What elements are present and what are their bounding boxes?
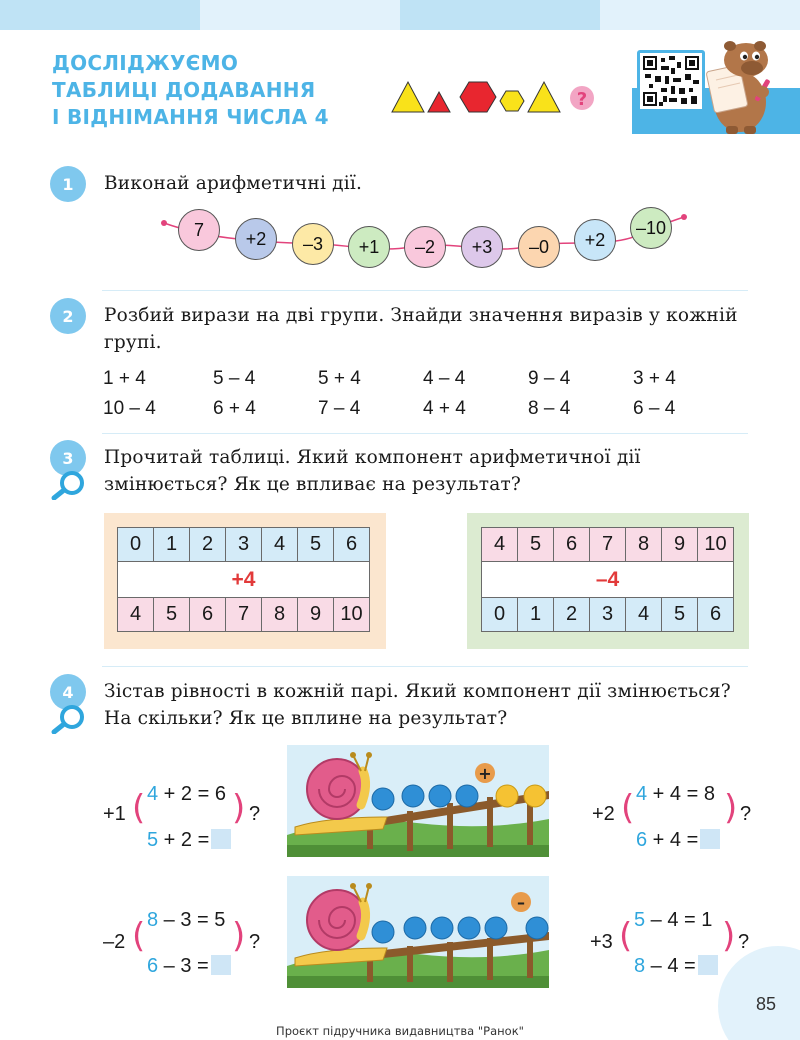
- table-cell: 2: [190, 528, 226, 562]
- table-cell: 1: [154, 528, 190, 562]
- task-3-text: Прочитай таблиці. Який компонент арифметичної дії змінюється? Як це впливає на результат?: [104, 447, 641, 495]
- changed-number: 6: [636, 829, 648, 851]
- question-mark: ?: [249, 931, 261, 953]
- table-operation-row: [482, 562, 734, 598]
- equation-second: [147, 829, 231, 852]
- task-number-badge: 2: [50, 298, 86, 334]
- changed-number: 5: [634, 909, 646, 931]
- table-cell: 5: [662, 598, 698, 632]
- table-row: [118, 598, 370, 632]
- expression: 4 – 4: [423, 368, 466, 389]
- table-cell: 10: [334, 598, 370, 632]
- bead: –2: [404, 226, 446, 268]
- expressions-row: [103, 398, 703, 428]
- right-bracket: ): [722, 916, 736, 956]
- yellow-triangle-icon: [392, 82, 424, 112]
- separator: [102, 290, 748, 291]
- table-cell: 6: [190, 598, 226, 632]
- top-color-strip: [0, 0, 800, 30]
- separator: [102, 666, 748, 667]
- table-cell: 5: [154, 598, 190, 632]
- answer-box[interactable]: [700, 829, 720, 849]
- table-cell: 8: [262, 598, 298, 632]
- expressions-grid: [103, 368, 703, 428]
- red-triangle-icon: [428, 92, 450, 112]
- task-1: [50, 166, 750, 206]
- task-4: [50, 674, 750, 746]
- table-cell: 2: [554, 598, 590, 632]
- changed-number: 5: [147, 829, 159, 851]
- expressions-row: [103, 368, 703, 398]
- bead: +3: [461, 226, 503, 268]
- expression: 7 – 4: [318, 398, 361, 419]
- question-mark: ?: [738, 931, 750, 953]
- equation-rest: + 4 =: [647, 829, 699, 851]
- table-operation: –4: [482, 562, 734, 598]
- table-cell: 4: [118, 598, 154, 632]
- page-number: 85: [756, 994, 777, 1014]
- changed-number: 6: [147, 955, 159, 977]
- yellow-triangle-icon: [528, 82, 560, 112]
- change-label: +1: [103, 803, 126, 825]
- page-title: [52, 50, 372, 131]
- table-row: [482, 528, 734, 562]
- equation-second: [634, 955, 718, 978]
- equation-first: [147, 909, 225, 932]
- expression: 8 – 4: [528, 398, 571, 419]
- table-cell: 5: [298, 528, 334, 562]
- table-row: [482, 598, 734, 632]
- left-bracket: (: [621, 788, 635, 828]
- expression: 9 – 4: [528, 368, 571, 389]
- table-cell: 10: [698, 528, 734, 562]
- bead: –3: [292, 223, 334, 265]
- equation-rest: – 3 = 5: [158, 909, 226, 931]
- bead: –10: [630, 207, 672, 249]
- table-cell: 0: [482, 598, 518, 632]
- changed-number: 8: [634, 955, 646, 977]
- equation-first: [634, 909, 712, 932]
- table-cell: 0: [118, 528, 154, 562]
- table-cell: 4: [626, 598, 662, 632]
- yellow-hexagon-icon: [500, 91, 524, 111]
- task-number-badge: 1: [50, 166, 86, 202]
- title-line: ТАБЛИЦІ ДОДАВАННЯ: [52, 78, 316, 102]
- table-cell: 8: [626, 528, 662, 562]
- left-bracket: (: [619, 916, 633, 956]
- table-cell: 6: [698, 598, 734, 632]
- magnifier-icon: [50, 470, 86, 500]
- bead: –0: [518, 226, 560, 268]
- task-2: [50, 298, 750, 358]
- table-cell: 3: [226, 528, 262, 562]
- expression: 10 – 4: [103, 398, 156, 419]
- red-hexagon-icon: [460, 82, 496, 112]
- equation-first: [147, 783, 226, 806]
- scene-sign: –: [517, 893, 525, 912]
- table-cell: 3: [590, 598, 626, 632]
- equation-rest: – 4 = 1: [645, 909, 713, 931]
- table-operation-row: [118, 562, 370, 598]
- bead: +2: [235, 218, 277, 260]
- expression: 5 – 4: [213, 368, 256, 389]
- shapes-question-mark: ?: [576, 89, 588, 110]
- left-bracket: (: [132, 916, 146, 956]
- changed-number: 8: [147, 909, 159, 931]
- equation-rest: – 3 =: [158, 955, 209, 977]
- capybara-mascot-icon: [700, 34, 790, 134]
- equation-first: [636, 783, 715, 806]
- scene-sign: +: [478, 764, 492, 783]
- subtraction-table: [481, 527, 734, 632]
- task-2-text: Розбий вирази на дві групи. Знайди значення виразів у кожній групі.: [104, 305, 738, 353]
- task-3: [50, 440, 750, 512]
- right-bracket: ): [232, 788, 246, 828]
- magnifier-icon: [50, 704, 86, 734]
- snail-scene-addition: [287, 745, 549, 857]
- expression: 6 + 4: [213, 398, 256, 419]
- table-cell: 7: [590, 528, 626, 562]
- table-cell: 9: [298, 598, 334, 632]
- left-bracket: (: [132, 788, 146, 828]
- bead: 7: [178, 209, 220, 251]
- question-mark: ?: [249, 803, 261, 825]
- right-bracket: ): [724, 788, 738, 828]
- qr-pattern: [643, 56, 699, 106]
- footer-text: Проєкт підручника видавництва "Ранок": [276, 1024, 524, 1038]
- bead: +2: [574, 219, 616, 261]
- task-number-badge: 3: [50, 440, 86, 476]
- bead: +1: [348, 226, 390, 268]
- answer-box[interactable]: [211, 829, 231, 849]
- table-cell: 9: [662, 528, 698, 562]
- task-4-text: Зістав рівності в кожній парі. Який компонент дії змінюється? На скільки? Як це вплине на результат?: [104, 681, 731, 729]
- expression: 3 + 4: [633, 368, 676, 389]
- table-cell: 4: [262, 528, 298, 562]
- separator: [102, 433, 748, 434]
- table-cell: 4: [482, 528, 518, 562]
- right-bracket: ): [232, 916, 246, 956]
- change-label: –2: [103, 931, 126, 953]
- addition-table: [117, 527, 370, 632]
- expression: 1 + 4: [103, 368, 146, 389]
- changed-number: 4: [636, 783, 648, 805]
- qr-code-icon[interactable]: [637, 50, 705, 112]
- task-1-text: Виконай арифметичні дії.: [104, 173, 363, 194]
- answer-box[interactable]: [211, 955, 231, 975]
- table-cell: 1: [518, 598, 554, 632]
- bead-chain: [158, 205, 698, 267]
- equation-second: [636, 829, 720, 852]
- table-operation: +4: [118, 562, 370, 598]
- equation-rest: + 4 = 8: [647, 783, 715, 805]
- task-number-badge: 4: [50, 674, 86, 710]
- equation-rest: + 2 = 6: [158, 783, 226, 805]
- equation-rest: – 4 =: [645, 955, 696, 977]
- change-label: +3: [590, 931, 613, 953]
- table-cell: 6: [554, 528, 590, 562]
- shapes-pattern: [390, 78, 600, 114]
- equation-second: [147, 955, 231, 978]
- equation-rest: + 2 =: [158, 829, 210, 851]
- expression: 6 – 4: [633, 398, 676, 419]
- table-cell: 7: [226, 598, 262, 632]
- changed-number: 4: [147, 783, 159, 805]
- expression: 5 + 4: [318, 368, 361, 389]
- snail-scene-subtraction: [287, 876, 549, 988]
- title-line: І ВІДНІМАННЯ ЧИСЛА 4: [52, 105, 329, 129]
- answer-box[interactable]: [698, 955, 718, 975]
- title-line: ДОСЛІДЖУЄМО: [52, 51, 239, 75]
- table-cell: 5: [518, 528, 554, 562]
- change-label: +2: [592, 803, 615, 825]
- table-cell: 6: [334, 528, 370, 562]
- table-row: [118, 528, 370, 562]
- expression: 4 + 4: [423, 398, 466, 419]
- question-mark: ?: [740, 803, 752, 825]
